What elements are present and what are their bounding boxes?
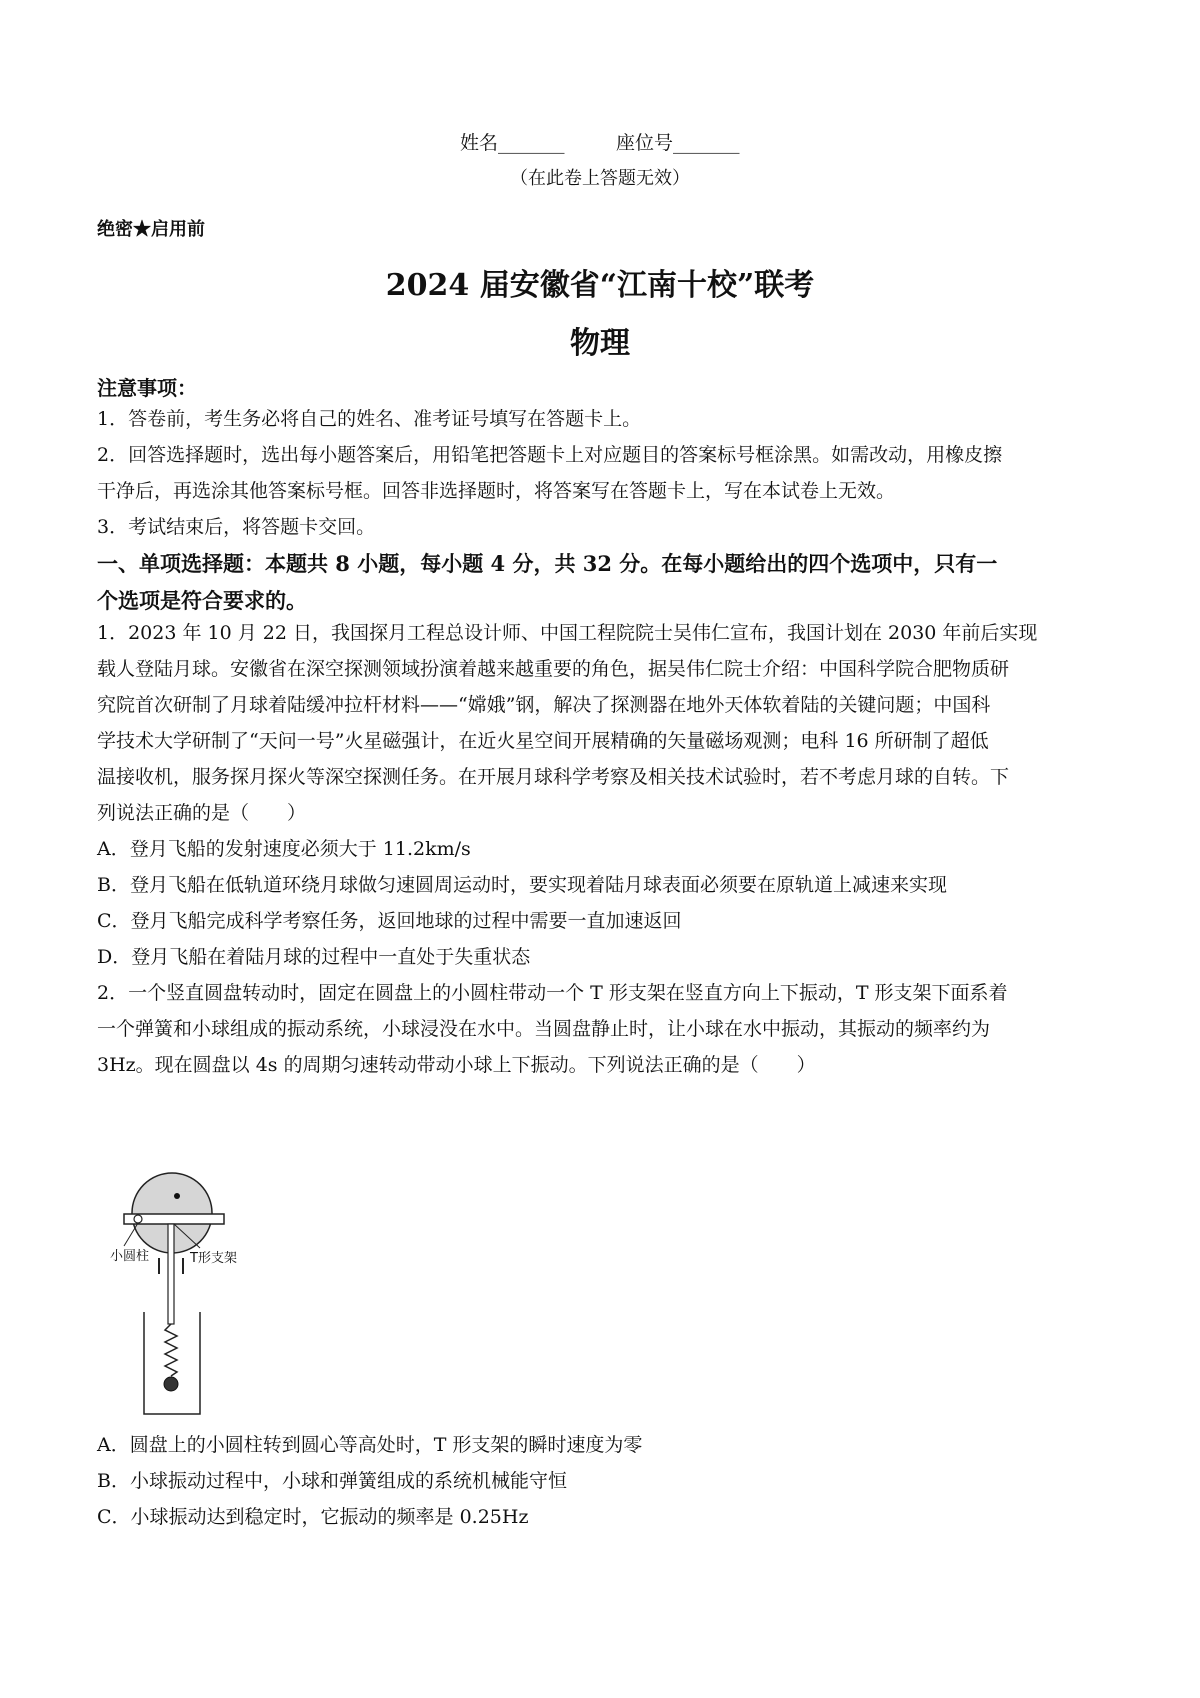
q1-option-d: D．登月飞船在着陆月球的过程中一直处于失重状态 <box>97 946 531 968</box>
section-heading-cont: 个选项是符合要求的。 <box>97 588 307 613</box>
q2-text: 一个弹簧和小球组成的振动系统，小球浸没在水中。当圆盘静止时，让小球在水中振动，其振动的频率约为 <box>97 1018 991 1040</box>
q1-option-b: B．登月飞船在低轨道环绕月球做匀速圆周运动时，要实现着陆月球表面必须要在原轨道上减速来实现 <box>97 874 947 896</box>
cylinder-leader <box>124 1223 138 1246</box>
small-cylinder <box>134 1215 142 1223</box>
seat-field: 座位号_______ <box>616 132 740 154</box>
q1-text: 学技术大学研制了“天问一号”火星磁强计，在近火星空间开展精确的矢量磁场观测；电科 16 所研制了超低 <box>97 730 989 752</box>
t-frame-rod <box>168 1224 174 1324</box>
section-heading: 一、单项选择题：本题共 8 小题，每小题 4 分，共 32 分。在每小题给出的四个选项中，只有一 <box>97 551 998 576</box>
q1-text: 1．2023 年 10 月 22 日，我国探月工程总设计师、中国工程院院士吴伟仁宣布，我国计划在 2030 年前后实现 <box>97 622 1038 644</box>
q1-text: 究院首次研制了月球着陆缓冲拉杆材料——“嫦娥”钢，解决了探测器在地外天体软着陆的关键问题；中国科 <box>97 694 991 716</box>
oscillation-apparatus-figure <box>110 1168 280 1418</box>
spring <box>165 1324 177 1376</box>
name-field: 姓名_______ <box>460 132 565 154</box>
q1-text: 列说法正确的是（ ） <box>97 802 307 824</box>
notice-item: 干净后，再选涂其他答案标号框。回答非选择题时，将答案写在答题卡上，写在本试卷上无效。 <box>97 480 896 502</box>
notice-item: 1．答卷前，考生务必将自己的姓名、准考证号填写在答题卡上。 <box>97 408 642 430</box>
ball <box>164 1377 178 1391</box>
disc-center-dot <box>174 1193 180 1199</box>
label-small-cylinder: 小圆柱 <box>110 1249 150 1264</box>
subject-title: 物理 <box>570 326 630 361</box>
q1-text: 载人登陆月球。安徽省在深空探测领域扮演着越来越重要的角色，据吴伟仁院士介绍：中国科学院合肥物质研 <box>97 658 1010 680</box>
notice-item: 3．考试结束后，将答题卡交回。 <box>97 516 376 538</box>
notice-heading: 注意事项： <box>97 376 197 400</box>
q2-text: 2．一个竖直圆盘转动时，固定在圆盘上的小圆柱带动一个 T 形支架在竖直方向上下振动，T 形支架下面系着 <box>97 982 1008 1004</box>
q1-option-c: C．登月飞船完成科学考察任务，返回地球的过程中需要一直加速返回 <box>97 910 682 932</box>
notice-item: 2．回答选择题时，选出每小题答案后，用铅笔把答题卡上对应题目的答案标号框涂黑。如需改动，用橡皮擦 <box>97 444 1003 466</box>
q1-text: 温接收机，服务探月探火等深空探测任务。在开展月球科学考察及相关技术试验时，若不考虑月球的自转。下 <box>97 766 1010 788</box>
q2-option-b: B．小球振动过程中，小球和弹簧组成的系统机械能守恒 <box>97 1470 567 1492</box>
secret-label: 绝密★启用前 <box>97 219 205 240</box>
q2-text: 3Hz。现在圆盘以 4s 的周期匀速转动带动小球上下振动。下列说法正确的是（ ） <box>97 1054 816 1076</box>
invalid-note: （在此卷上答题无效） <box>510 168 690 189</box>
exam-title: 2024 届安徽省“江南十校”联考 <box>385 268 815 303</box>
q1-option-a: A．登月飞船的发射速度必须大于 11.2km/s <box>97 838 471 860</box>
q2-option-a: A．圆盘上的小圆柱转到圆心等高处时，T 形支架的瞬时速度为零 <box>97 1434 643 1456</box>
label-t-frame: T形支架 <box>190 1251 237 1266</box>
q2-option-c: C．小球振动达到稳定时，它振动的频率是 0.25Hz <box>97 1506 529 1528</box>
